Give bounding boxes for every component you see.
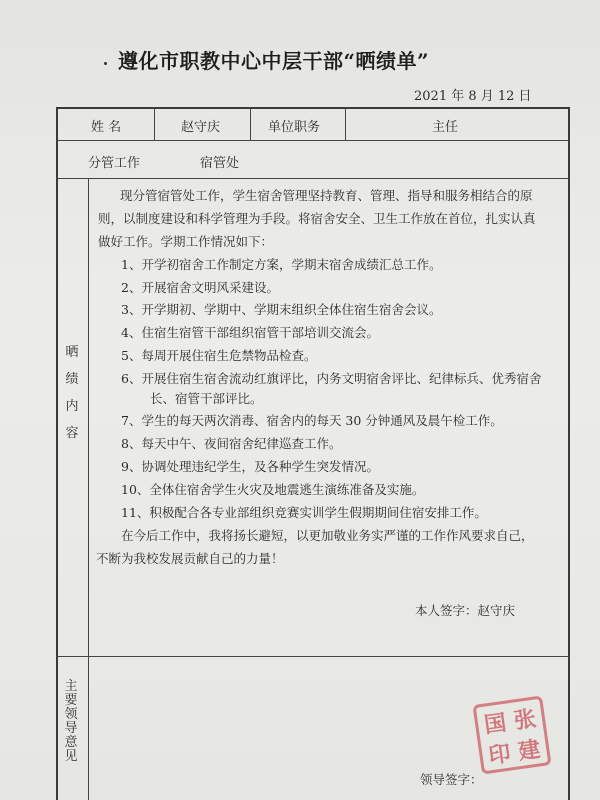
list-item: 1、开学初宿舍工作制定方案，学期末宿舍成绩汇总工作。 xyxy=(121,257,442,272)
name-value: 赵守庆 xyxy=(181,120,221,135)
list-item: 8、每天中午、夜间宿舍纪律巡查工作。 xyxy=(121,436,342,451)
col-divider-a xyxy=(154,107,155,140)
position-value: 主任 xyxy=(432,120,459,135)
list-item: 5、每周开展住宿生危禁物品检查。 xyxy=(121,348,317,363)
list-item: 9、协调处理违纪学生，及各种学生突发情况。 xyxy=(121,459,379,474)
intro-line-2: 则，以制度建设和科学管理为手段。将宿舍安全、卫生工作放在首位，扎实认真 xyxy=(98,211,536,226)
division-value: 宿管处 xyxy=(200,156,240,171)
red-seal-stamp: 张 建 国 印 xyxy=(472,695,551,774)
col-divider-b xyxy=(250,107,251,140)
leader-signature: 领导签字： xyxy=(420,772,483,787)
closing-line-2: 不断为我校发展贡献自己的力量！ xyxy=(96,551,284,566)
list-item: 2、开展宿舍文明风采建设。 xyxy=(121,280,279,295)
document-date: 2021 年 8 月 12 日 xyxy=(414,89,532,104)
document-title: 遵化市职教中心中层干部“晒绩单” xyxy=(118,49,430,73)
list-item: 3、开学期初、学期中、学期末组织全体住宿生宿舍会议。 xyxy=(121,302,442,317)
division-label: 分管工作 xyxy=(88,156,141,171)
label-column-divider xyxy=(88,178,89,800)
list-item: 4、住宿生宿管干部组织宿管干部培训交流会。 xyxy=(121,325,379,340)
intro-line-1: 现分管宿管处工作，学生宿舍管理坚持教育、管理、指导和服务相结合的原 xyxy=(120,188,533,203)
intro-line-3: 做好工作。学期工作情况如下： xyxy=(98,234,274,249)
position-label: 单位职务 xyxy=(268,120,321,135)
list-item: 11、积极配合各专业部组织竞赛实训学生假期期间住宿安排工作。 xyxy=(121,505,487,520)
list-item: 10、全体住宿舍学生火灾及地震逃生演练准备及实施。 xyxy=(121,482,425,497)
self-signature: 本人签字：赵守庆 xyxy=(415,603,516,618)
list-item: 长、宿管干部评比。 xyxy=(150,391,263,406)
title-dot xyxy=(104,62,107,65)
row-divider-1 xyxy=(56,140,570,141)
list-item: 7、学生的每天两次消毒、宿舍内的每天 30 分钟通风及晨午检工作。 xyxy=(121,413,503,428)
leader-opinion-label: 主 要 领 导 意 见 xyxy=(64,679,78,764)
row-divider-3 xyxy=(56,656,570,657)
row-divider-2 xyxy=(56,178,570,179)
name-label: 姓 名 xyxy=(91,120,122,135)
list-item: 6、开展住宿生宿舍流动红旗评比，内务文明宿舍评比、纪律标兵、优秀宿舍 xyxy=(121,371,542,386)
achievement-label: 晒 绩 内 容 xyxy=(65,345,79,441)
closing-line-1: 在今后工作中，我将扬长避短，以更加敬业务实严谨的工作作风要求自己， xyxy=(121,528,534,543)
col-divider-c xyxy=(345,107,346,140)
